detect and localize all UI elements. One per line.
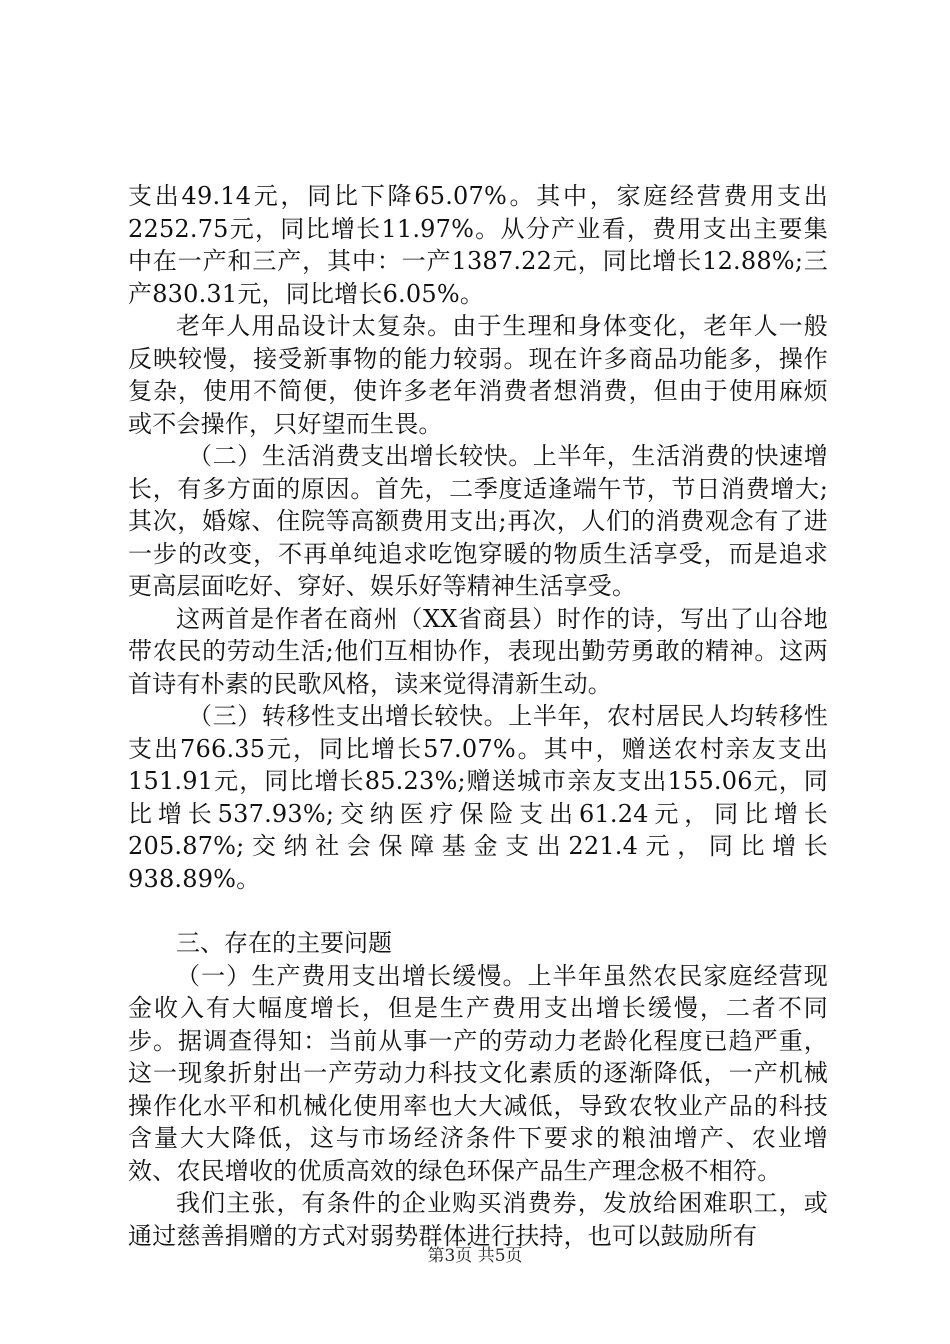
paragraph-production-expense: （一）生产费用支出增长缓慢。上半年虽然农民家庭经营现金收入有大幅度增长，但是生产费用支出增长缓慢，二者不同步。据调查得知：当前从事一产的劳动力老龄化程度已趋严重，这一现象折射出一产劳动力科技文化素质的逐渐降低，一产机械操作化水平和机械化使用率也大大减低，导致农牧业产品的科技含量大大降低，这与市场经济条件下要求的粮油增产、农业增效、农民增收的优质高效的绿色环保产品生产理念极不相符。 [128, 961, 828, 1185]
document-body [128, 180, 828, 1252]
paragraph-elderly-products: 老年人用品设计太复杂。由于生理和身体变化，老年人一般反映较慢，接受新事物的能力较弱。现在许多商品功能多，操作复杂，使用不简便，使许多老年消费者想消费，但由于使用麻烦或不会操作，只好望而生畏。 [128, 312, 828, 438]
section-heading: 三、存在的主要问题 [176, 929, 392, 957]
paragraph-living-consumption: （二）生活消费支出增长较快。上半年，生活消费的快速增长，有多方面的原因。首先，二季度适逢端午节，节日消费增大;其次，婚嫁、住院等高额费用支出;再次，人们的消费观念有了进一步的改变，不再单纯追求吃饱穿暖的物质生活享受，而是追求更高层面吃好、穿好、娱乐好等精神生活享受。 [128, 442, 828, 600]
paragraph-expense-summary: 支出49.14元，同比下降65.07%。其中，家庭经营费用支出2252.75元，同比增长11.97%。从分产业看，费用支出主要集中在一产和三产，其中：一产1387.22元，同比增长12.88%;三产830.31元，同比增长6.05%。 [128, 182, 828, 308]
paragraph-proposal: 我们主张，有条件的企业购买消费券，发放给困难职工，或通过慈善捐赠的方式对弱势群体进行扶持，也可以鼓励所有 [128, 1189, 828, 1250]
page-number-footer: 第3页 共5页 [427, 1246, 523, 1266]
paragraph-poem-note: 这两首是作者在商州（XX省商县）时作的诗，写出了山谷地带农民的劳动生活;他们互相协作，表现出勤劳勇敢的精神。这两首诗有朴素的民歌风格，读来觉得清新生动。 [128, 604, 828, 698]
paragraph-gap [128, 895, 828, 927]
paragraph-transfer-expense: （三）转移性支出增长较快。上半年，农村居民人均转移性支出766.35元，同比增长57.07%。其中，赠送农村亲友支出151.91元，同比增长85.23%;赠送城市亲友支出155.06元，同比增长537.93%;交纳医疗保险支出61.24元，同比增长205.87%;交纳社会保障基金支出221.4元，同比增长938.89%。 [128, 702, 828, 893]
